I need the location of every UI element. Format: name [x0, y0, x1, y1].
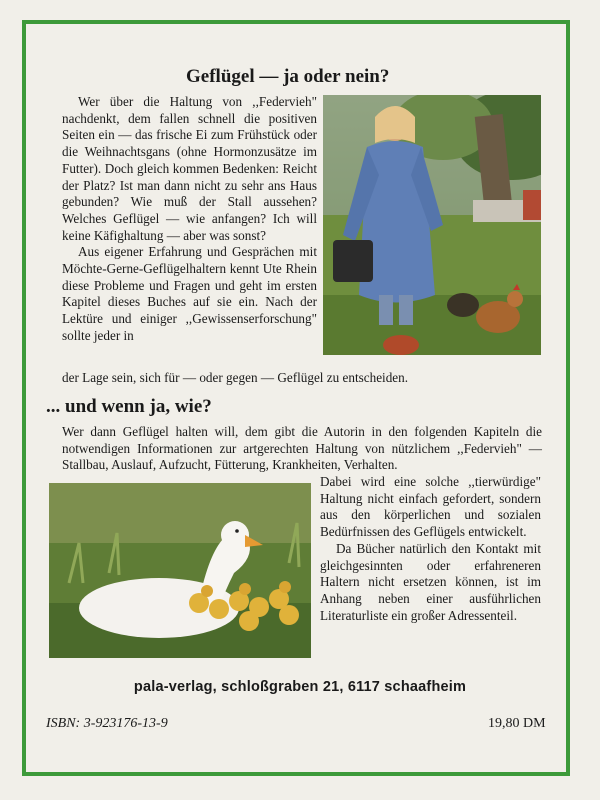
- publisher-address: pala-verlag, schloßgraben 21, 6117 schaafheim: [133, 679, 467, 695]
- section1-para1: Wer über die Haltung von ,,Federvieh" nachdenkt, dem fallen schnell die positiven Seiten ein — das frische Ei zum Frühstück oder die Weihnachtsgans (ohne Hormonzusätze im Futter). Doch gleich kommen Bedenken: Reicht der Platz? Ist man dann nicht zu sehr ans Haus gebunden? Wie muß der Stall aussehen? Welches Geflügel — wie anfangen? Ich will keine Käfighaltung — aber was sonst?: [62, 94, 317, 243]
- section1-para2-end: der Lage sein, sich für — oder gegen — Geflügel zu entscheiden.: [62, 370, 409, 385]
- section2-title: ... und wenn ja, wie?: [46, 396, 212, 417]
- section2-para3: Da Bücher natürlich den Kontakt mit gleichgesinnten oder erfahreneren Haltern nicht ersetzen können, ist im Anhang neben einer ausführlichen Literaturliste ein großer Adressenteil.: [320, 540, 541, 623]
- photo-duck-with-ducklings: [49, 483, 311, 658]
- photo-woman-with-chickens: [323, 95, 541, 355]
- price: 19,80 DM: [488, 716, 546, 731]
- section2-para2: Dabei wird eine solche ,,tierwürdige" Haltung nicht einfach gefordert, sondern aus den körperlichen und sozialen Bedürfnissen des Geflügels entwickelt.: [320, 474, 541, 540]
- section1-para2: Aus eigener Erfahrung und Gesprächen mit Möchte-Gerne-Geflügelhaltern kennt Ute Rhein diese Probleme und Fragen und geht im ersten Kapitel dieses Buches auf sie ein. Nach der Lektüre und einiger ,,Gewissenserforschung" sollte jeder in: [62, 244, 317, 343]
- isbn: ISBN: 3-923176-13-9: [46, 716, 168, 731]
- section1-text: [62, 94, 317, 345]
- woman-chickens-illustration: [323, 95, 541, 355]
- section2-right-column: [320, 474, 541, 624]
- duck-ducklings-illustration: [49, 483, 311, 658]
- section1-title: Geflügel — ja oder nein?: [186, 66, 390, 87]
- section2-para1: Wer dann Geflügel halten will, dem gibt die Autorin in den folgenden Kapiteln die notwendigen Informationen zur artgerechten Haltung von nützlichem ,,Federvieh" — Stallbau, Auslauf, Aufzucht, Fütterung, Krankheiten, Verhalten.: [62, 424, 542, 473]
